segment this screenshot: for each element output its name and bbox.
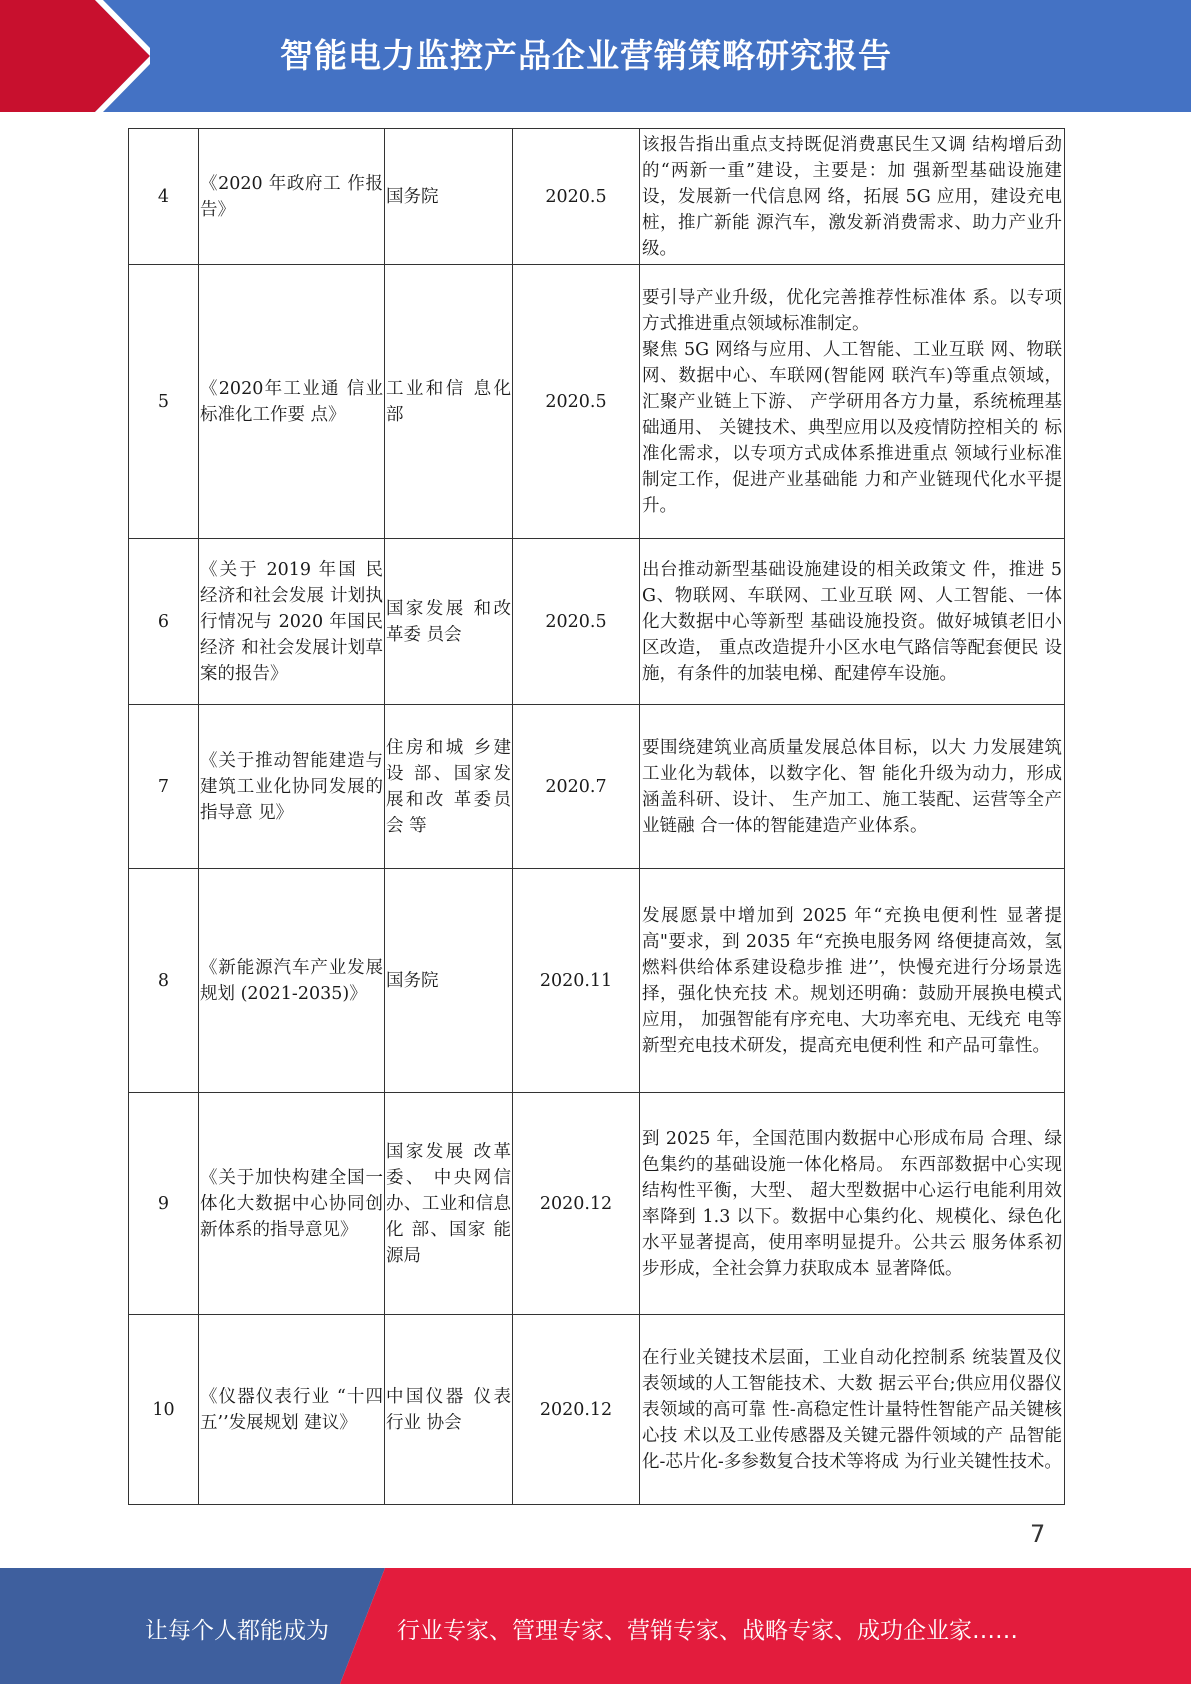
policy-date: 2020.5 bbox=[513, 129, 640, 265]
policy-table-wrapper bbox=[128, 128, 1064, 1505]
policy-name: 《2020年工业通 信业标准化工作要 点》 bbox=[199, 265, 385, 539]
header-banner bbox=[0, 0, 1191, 112]
table-row bbox=[129, 705, 1065, 869]
policy-issuer: 中国仪器 仪表行业 协会 bbox=[385, 1315, 513, 1505]
policy-content: 要围绕建筑业高质量发展总体目标，以大 力发展建筑工业化为载体，以数字化、智 能化升级为动力，形成涵盖科研、设计、 生产加工、施工装配、运营等全产业链融 合一体的智能建造产业体系。 bbox=[640, 705, 1065, 869]
table-row bbox=[129, 1315, 1065, 1505]
policy-issuer: 工业和信 息化部 bbox=[385, 265, 513, 539]
policy-date: 2020.7 bbox=[513, 705, 640, 869]
policy-name: 《仪器仪表行业 “十四五’’发展规划 建议》 bbox=[199, 1315, 385, 1505]
table-row bbox=[129, 1093, 1065, 1315]
policy-name: 《关于 2019 年国 民经济和社会发展 计划执行情况与 2020 年国民经济 和社会发展计划草 案的报告》 bbox=[199, 539, 385, 705]
row-number: 8 bbox=[129, 869, 199, 1093]
policy-name: 《关于推动智能建造与建筑工业化协同发展的指导意 见》 bbox=[199, 705, 385, 869]
policy-name: 《关于加快构建全国一体化大数据中心协同创新体系的指导意见》 bbox=[199, 1093, 385, 1315]
row-number: 6 bbox=[129, 539, 199, 705]
policy-date: 2020.5 bbox=[513, 539, 640, 705]
row-number: 4 bbox=[129, 129, 199, 265]
footer-slogan-left: 让每个人都能成为 bbox=[145, 1618, 329, 1644]
policy-issuer: 国务院 bbox=[385, 129, 513, 265]
table-row bbox=[129, 869, 1065, 1093]
row-number: 7 bbox=[129, 705, 199, 869]
policy-content: 发展愿景中增加到 2025 年“充换电便利性 显著提高"要求，到 2035 年“充换电服务网 络便捷高效，氢燃料供给体系建设稳步推 进’’，快慢充进行分场景选择，强化快充技 术。规划还明确：鼓励开展换电模式应用， 加强智能有序充电、大功率充电、无线充 电等新型充电技术研发，提高充电便利性 和产品可靠性。 bbox=[640, 869, 1065, 1093]
table-row bbox=[129, 129, 1065, 265]
footer-slogan-right: 行业专家、管理专家、营销专家、战略专家、成功企业家…… bbox=[397, 1618, 1018, 1644]
table-row bbox=[129, 265, 1065, 539]
policy-issuer: 国家发展 改革委、 中央网信 办、工业和信息化 部、国家 能源局 bbox=[385, 1093, 513, 1315]
policy-content: 出台推动新型基础设施建设的相关政策文 件，推进 5G、物联网、车联网、工业互联 网、人工智能、一体化大数据中心等新型 基础设施投资。做好城镇老旧小区改造， 重点改造提升小区水电气路信等配套便民 设施，有条件的加装电梯、配建停车设施。 bbox=[640, 539, 1065, 705]
policy-date: 2020.11 bbox=[513, 869, 640, 1093]
policy-date: 2020.5 bbox=[513, 265, 640, 539]
policy-name: 《新能源汽车产业发展规划 (2021-2035)》 bbox=[199, 869, 385, 1093]
policy-issuer: 国家发展 和改革委 员会 bbox=[385, 539, 513, 705]
policy-content: 要引导产业升级，优化完善推荐性标准体 系。以专项方式推进重点领域标准制定。 聚焦 5G 网络与应用、人工智能、工业互联 网、物联网、数据中心、车联网(智能网 联汽车)等重点领域，汇聚产业链上下游、 产学研用各方力量，系统梳理基础通用、 关键技术、典型应用以及疫情防控相关的 标准化需求，以专项方式成体系推进重点 领域行业标准制定工作，促进产业基础能 力和产业链现代化水平提升。 bbox=[640, 265, 1065, 539]
policy-name: 《2020 年政府工 作报告》 bbox=[199, 129, 385, 265]
policy-content: 在行业关键技术层面，工业自动化控制系 统装置及仪表领域的人工智能技术、大数 据云平台;供应用仪器仪表领域的高可靠 性-高稳定性计量特性智能产品关键核心技 术以及工业传感器及关键元器件领域的产 品智能化-芯片化-多参数复合技术等将成 为行业关键性技术。 bbox=[640, 1315, 1065, 1505]
policy-issuer: 国务院 bbox=[385, 869, 513, 1093]
row-number: 10 bbox=[129, 1315, 199, 1505]
policy-table bbox=[128, 128, 1065, 1505]
row-number: 9 bbox=[129, 1093, 199, 1315]
row-number: 5 bbox=[129, 265, 199, 539]
header-arrow-decoration bbox=[0, 0, 150, 112]
policy-issuer: 住房和城 乡建设 部、国家发展和改 革委员会 等 bbox=[385, 705, 513, 869]
policy-date: 2020.12 bbox=[513, 1093, 640, 1315]
page-number: 7 bbox=[1030, 1520, 1046, 1548]
table-row bbox=[129, 539, 1065, 705]
footer-banner bbox=[0, 1568, 1191, 1684]
document-title: 智能电力监控产品企业营销策略研究报告 bbox=[280, 36, 892, 75]
policy-content: 该报告指出重点支持既促消费惠民生又调 结构增后劲的“两新一重”建设，主要是：加 强新型基础设施建设，发展新一代信息网 络，拓展 5G 应用，建设充电桩，推广新能 源汽车，激发新消费需求、助力产业升级。 bbox=[640, 129, 1065, 265]
policy-content: 到 2025 年，全国范围内数据中心形成布局 合理、绿色集约的基础设施一体化格局。 东西部数据中心实现结构性平衡，大型、 超大型数据中心运行电能利用效率降到 1.3 以下。数据中心集约化、规模化、绿色化 水平显著提高，使用率明显提升。公共云 服务体系初步形成，全社会算力获取成本 显著降低。 bbox=[640, 1093, 1065, 1315]
policy-date: 2020.12 bbox=[513, 1315, 640, 1505]
